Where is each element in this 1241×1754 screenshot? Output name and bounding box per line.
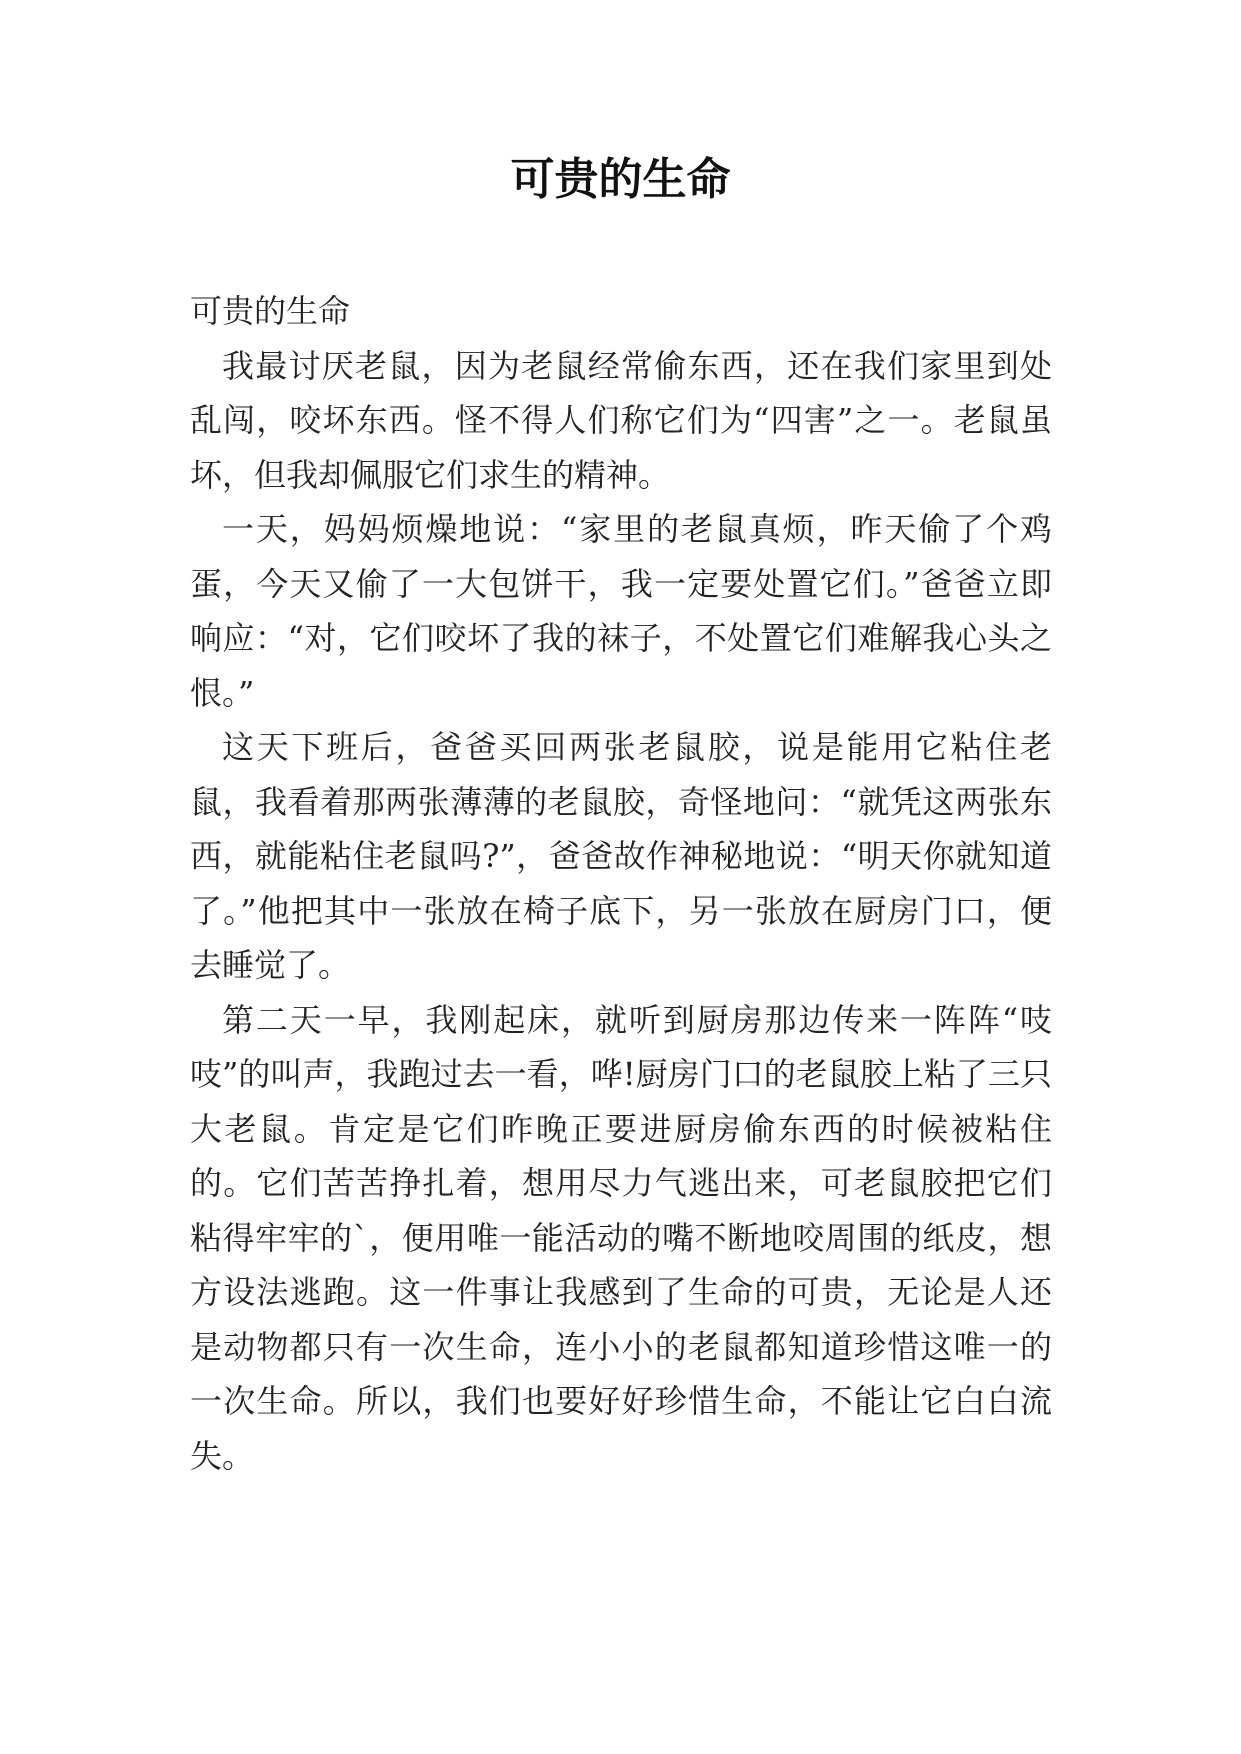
paragraph: 这天下班后，爸爸买回两张老鼠胶，说是能用它粘住老鼠，我看着那两张薄薄的老鼠胶，奇怪地问：“就凭这两张东西，就能粘住老鼠吗?”，爸爸故作神秘地说：“明天你就知道了。”他把其中一张放在椅子底下，另一张放在厨房门口，便去睡觉了。 <box>190 728 1052 984</box>
document-subtitle: 可贵的生命 <box>190 292 351 330</box>
paragraph: 一天，妈妈烦燥地说：“家里的老鼠真烦，昨天偷了个鸡蛋，今天又偷了一大包饼干，我一定要处置它们。”爸爸立即响应：“对，它们咬坏了我的袜子，不处置它们难解我心头之恨。” <box>190 510 1052 712</box>
document-title: 可贵的生命 <box>510 154 731 205</box>
paragraph: 第二天一早，我刚起床，就听到厨房那边传来一阵阵“吱吱”的叫声，我跑过去一看，哗!厨房门口的老鼠胶上粘了三只大老鼠。肯定是它们昨晚正要进厨房偷东西的时候被粘住的。它们苦苦挣扎着，想用尽力气逃出来，可老鼠胶把它们粘得牢牢的`，便用唯一能活动的嘴不断地咬周围的纸皮，想方设法逃跑。这一件事让我感到了生命的可贵，无论是人还是动物都只有一次生命，连小小的老鼠都知道珍惜这唯一的一次生命。所以，我们也要好好珍惜生命，不能让它白白流失。 <box>190 1000 1052 1475</box>
document-body <box>190 284 1052 1483</box>
paragraph: 我最讨厌老鼠，因为老鼠经常偷东西，还在我们家里到处乱闯，咬坏东西。怪不得人们称它们为“四害”之一。老鼠虽坏，但我却佩服它们求生的精神。 <box>190 346 1052 494</box>
